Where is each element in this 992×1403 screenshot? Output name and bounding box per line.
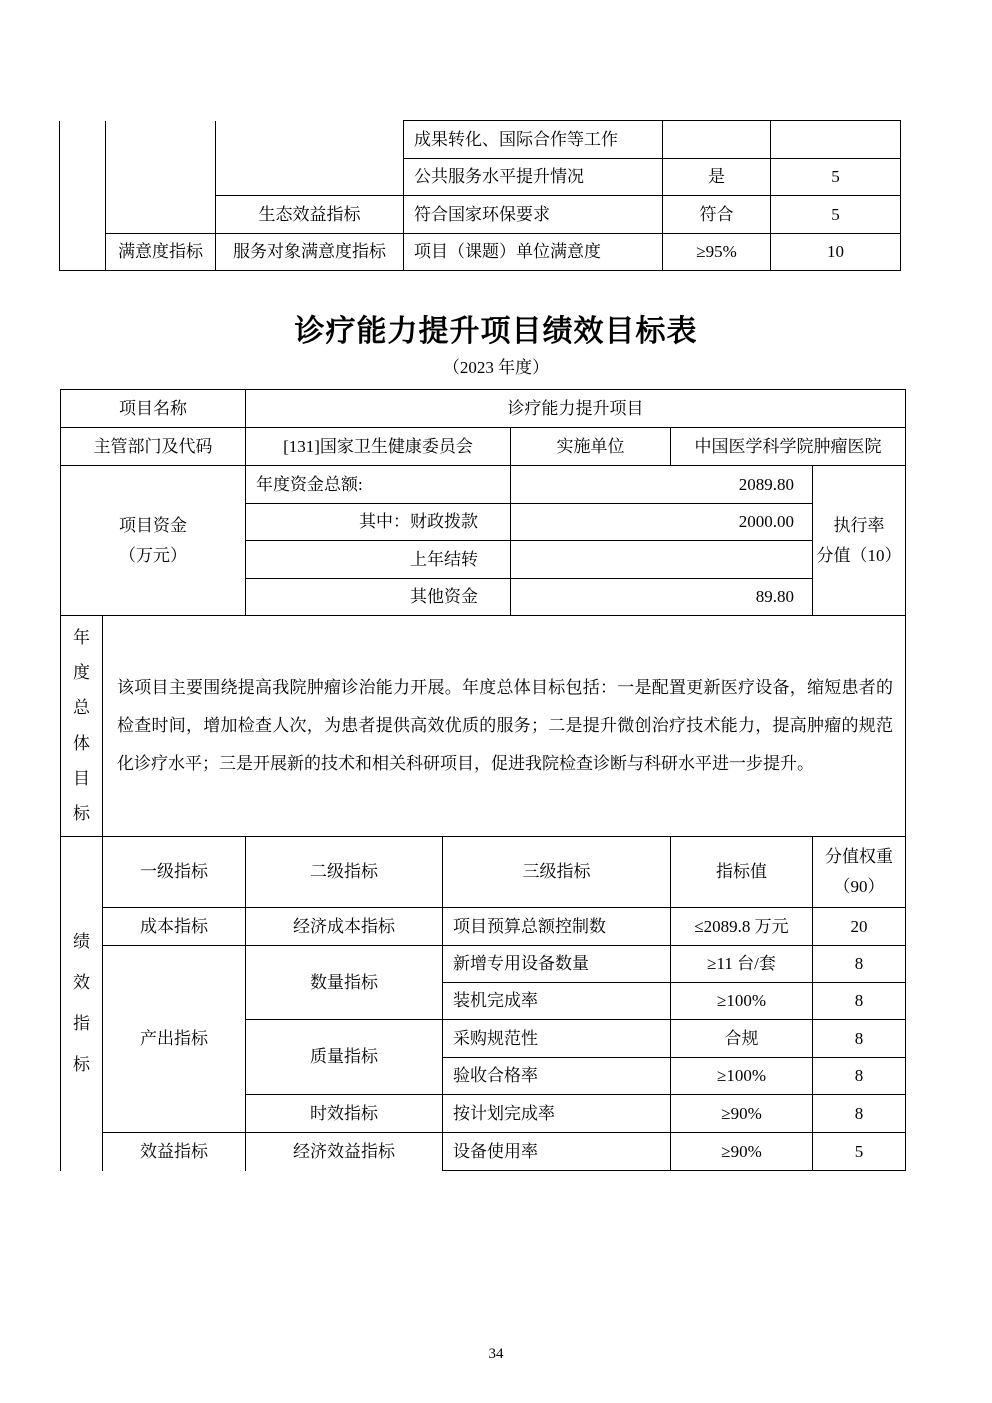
indicator-score: 8 [813, 1095, 906, 1133]
indicator-value: ≥100% [671, 983, 813, 1020]
execution-rate-label: 执行率 分值（10） [813, 466, 906, 616]
carryover-indicator-table [59, 120, 901, 271]
indicator-l2: 生态效益指标 [216, 196, 404, 234]
indicator-l3: 公共服务水平提升情况 [404, 159, 663, 196]
indicator-l3: 按计划完成率 [443, 1095, 671, 1133]
implementer-label: 实施单位 [511, 428, 671, 466]
indicator-l2: 经济成本指标 [246, 908, 443, 946]
indicator-value: ≥95% [663, 234, 771, 271]
indicator-value: 是 [663, 159, 771, 196]
page-title: 诊疗能力提升项目绩效目标表 [294, 315, 698, 348]
indicator-l1: 效益指标 [103, 1133, 246, 1171]
indicator-value: 合规 [671, 1020, 813, 1058]
indicator-value: ≥11 台/套 [671, 946, 813, 983]
indicator-l2: 时效指标 [246, 1095, 443, 1133]
indicator-value [663, 121, 771, 159]
annual-goal-side-label: 年 度 总 体 目 标 [61, 616, 103, 837]
indicator-l3: 符合国家环保要求 [404, 196, 663, 234]
header-score: 分值权重 （90） [813, 837, 906, 908]
indicator-l3: 设备使用率 [443, 1133, 671, 1171]
funding-row-label: 年度资金总额: [246, 466, 511, 504]
carryover-l2-continuation-cell [216, 121, 404, 196]
perf-side-label: 绩 效 指 标 [61, 837, 103, 1171]
department-value: [131]国家卫生健康委员会 [246, 428, 511, 466]
funding-row-value: 2089.80 [511, 466, 813, 504]
department-label: 主管部门及代码 [61, 428, 246, 466]
annual-goal-section [60, 615, 906, 837]
funding-section [60, 465, 906, 616]
funding-row-label: 其中：财政拨款 [246, 504, 511, 541]
funding-row-label: 上年结转 [246, 541, 511, 579]
project-name-value: 诊疗能力提升项目 [246, 390, 906, 428]
indicator-l2: 服务对象满意度指标 [216, 234, 404, 271]
page-subtitle: （2023 年度） [442, 358, 550, 377]
indicator-score: 8 [813, 946, 906, 983]
project-info-section [60, 389, 906, 466]
project-name-label: 项目名称 [61, 390, 246, 428]
indicator-score: 5 [771, 196, 901, 234]
indicator-l3: 项目（课题）单位满意度 [404, 234, 663, 271]
header-l3: 三级指标 [443, 837, 671, 908]
indicator-l1: 产出指标 [103, 946, 246, 1133]
annual-goal-text: 该项目主要围绕提高我院肿瘤诊治能力开展。年度总体目标包括：一是配置更新医疗设备，缩短患者的检查时间，增加检查人次，为患者提供高效优质的服务；二是提升微创治疗技术能力，提高肿瘤的规范化诊疗水平；三是开展新的技术和相关科研项目，促进我院检查诊断与科研水平进一步提升。 [117, 678, 893, 773]
carryover-table [59, 120, 901, 271]
indicator-l2: 经济效益指标 [246, 1133, 443, 1171]
indicator-l2: 质量指标 [246, 1020, 443, 1095]
carryover-l1-continuation-cell [106, 121, 216, 234]
indicator-l1: 成本指标 [103, 908, 246, 946]
header-l2: 二级指标 [246, 837, 443, 908]
performance-target-table [60, 389, 905, 1171]
funding-row-value: 2000.00 [511, 504, 813, 541]
indicator-score: 8 [813, 983, 906, 1020]
indicator-value: ≥90% [671, 1133, 813, 1171]
header-l1: 一级指标 [103, 837, 246, 908]
implementer-value: 中国医学科学院肿瘤医院 [671, 428, 906, 466]
indicator-l1: 满意度指标 [106, 234, 216, 271]
indicator-score: 20 [813, 908, 906, 946]
indicator-score: 8 [813, 1020, 906, 1058]
indicator-l3: 成果转化、国际合作等工作 [404, 121, 663, 159]
funding-row-value: 89.80 [511, 579, 813, 616]
carryover-spanner-cell [60, 121, 106, 271]
funding-label: 项目资金 （万元） [61, 466, 246, 616]
indicator-score: 8 [813, 1058, 906, 1095]
page-number: 34 [488, 1346, 504, 1362]
indicator-l3: 项目预算总额控制数 [443, 908, 671, 946]
indicator-l3: 新增专用设备数量 [443, 946, 671, 983]
indicator-l3: 验收合格率 [443, 1058, 671, 1095]
indicator-score: 5 [771, 159, 901, 196]
indicator-score: 5 [813, 1133, 906, 1171]
indicator-value: ≥90% [671, 1095, 813, 1133]
annual-goal-text-cell [103, 616, 906, 837]
funding-row-value [511, 541, 813, 579]
indicator-score [771, 121, 901, 159]
indicator-value: 符合 [663, 196, 771, 234]
indicator-section [60, 836, 906, 1171]
indicator-value: ≥100% [671, 1058, 813, 1095]
indicator-l2: 数量指标 [246, 946, 443, 1020]
indicator-l3: 采购规范性 [443, 1020, 671, 1058]
indicator-value: ≤2089.8 万元 [671, 908, 813, 946]
indicator-score: 10 [771, 234, 901, 271]
funding-row-label: 其他资金 [246, 579, 511, 616]
header-value: 指标值 [671, 837, 813, 908]
indicator-l3: 装机完成率 [443, 983, 671, 1020]
